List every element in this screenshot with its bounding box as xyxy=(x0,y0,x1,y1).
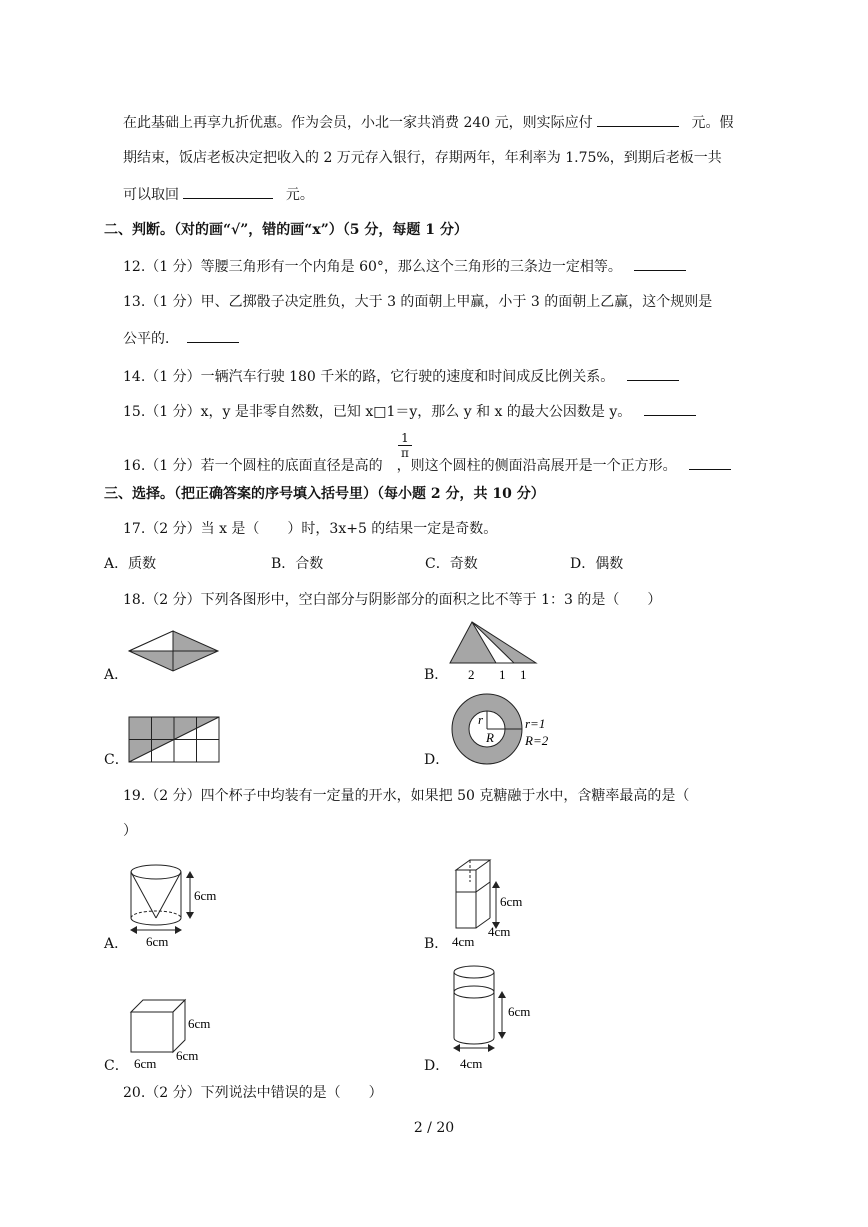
answer-blank[interactable] xyxy=(644,401,696,416)
question-text: ，则这个圆柱的侧面沿高展开是一个正方形。 xyxy=(396,458,677,474)
base-label-1b: 1 xyxy=(520,667,527,682)
question-14 xyxy=(123,366,679,387)
question-13-line-1: 13.（1 分）甲、乙掷骰子决定胜负，大于 3 的面朝上甲赢，小于 3 的面朝上乙赢，这个规则是 xyxy=(123,294,713,310)
question-text: 14.（1 分）一辆汽车行驶 180 千米的路，它行驶的速度和时间成反比例关系。 xyxy=(123,369,615,385)
cube-height-label: 6cm xyxy=(188,1016,211,1031)
option-c-label[interactable]: C． xyxy=(104,1058,129,1074)
intro-text: 元。假 xyxy=(691,115,734,131)
cube-depth-label: 6cm xyxy=(176,1048,199,1063)
cylinder-with-cone-figure xyxy=(126,862,236,954)
answer-blank[interactable] xyxy=(183,184,273,199)
section-3-title: 三、选择。（把正确答案的序号填入括号里）（每小题 2 分，共 10 分） xyxy=(104,486,545,502)
question-19-line-2: ） xyxy=(123,823,137,839)
question-19-line-1: 19.（2 分）四个杯子中均装有一定量的开水，如果把 50 克糖融于水中，含糖率最高的是（ xyxy=(123,788,690,804)
fraction-numerator: 1 xyxy=(398,431,412,446)
question-text: 15.（1 分）x，y 是非零自然数，已知 x□1＝y，那么 y 和 x 的最大公因数是 y。 xyxy=(123,404,632,420)
page-number: 2 / 20 xyxy=(413,1120,455,1136)
answer-blank[interactable] xyxy=(597,112,679,127)
inner-radius-label: r xyxy=(478,712,484,727)
intro-text: 可以取回 xyxy=(123,187,179,203)
question-20: 20.（2 分）下列说法中错误的是（ ） xyxy=(123,1085,383,1101)
outer-radius-label: R xyxy=(486,730,494,745)
answer-blank[interactable] xyxy=(634,256,686,271)
base-label-1a: 1 xyxy=(499,667,506,682)
intro-text: 在此基础上再享九折优惠。作为会员，小北一家共消费 240 元，则实际应付 xyxy=(123,115,593,131)
option-c-label[interactable]: C． xyxy=(104,752,129,768)
cuboid-figure xyxy=(448,856,548,952)
width-label: 4cm xyxy=(452,934,475,949)
question-18: 18.（2 分）下列各图形中，空白部分与阴影部分的面积之比不等于 1：3 的是（ ） xyxy=(123,592,662,608)
option-b[interactable]: B．合数 xyxy=(271,556,324,572)
option-d-label[interactable]: D． xyxy=(424,752,450,768)
option-b-label[interactable]: B． xyxy=(424,667,449,683)
option-d-label[interactable]: D． xyxy=(424,1058,450,1074)
option-c[interactable]: C．奇数 xyxy=(425,556,478,572)
cube-figure xyxy=(126,996,226,1072)
diameter-label: 4cm xyxy=(460,1056,483,1071)
answer-blank[interactable] xyxy=(187,328,239,343)
intro-line-3 xyxy=(123,184,314,205)
radius-value-r: r=1 xyxy=(525,716,546,731)
question-17: 17.（2 分）当 x 是（ ）时，3x+5 的结果一定是奇数。 xyxy=(123,521,498,537)
depth-label: 4cm xyxy=(488,924,511,939)
intro-line-1 xyxy=(123,112,734,133)
base-label-2: 2 xyxy=(468,667,475,682)
option-a-label[interactable]: A． xyxy=(104,936,129,952)
question-15 xyxy=(123,401,696,422)
option-a-label[interactable]: A． xyxy=(104,667,129,683)
annulus-figure xyxy=(450,692,570,766)
triangles-figure xyxy=(446,618,540,682)
grid-rectangle-figure xyxy=(126,714,222,766)
intro-line-2: 期结束，饭店老板决定把收入的 2 万元存入银行，存期两年，年利率为 1.75%，到期后老板一共 xyxy=(123,150,722,166)
option-d[interactable]: D．偶数 xyxy=(570,556,624,572)
answer-blank[interactable] xyxy=(627,366,679,381)
question-text: 16.（1 分）若一个圆柱的底面直径是高的 xyxy=(123,458,383,474)
option-a[interactable]: A．质数 xyxy=(104,556,157,572)
intro-text: 元。 xyxy=(285,187,314,203)
radius-value-R: R=2 xyxy=(525,733,549,748)
diameter-label: 6cm xyxy=(146,934,169,949)
height-label: 6cm xyxy=(194,888,217,903)
option-b-label[interactable]: B． xyxy=(424,936,449,952)
question-13-line-2 xyxy=(123,328,239,349)
water-height-label: 6cm xyxy=(500,894,523,909)
rhombus-figure xyxy=(126,628,222,674)
section-2-title: 二、判断。（对的画“√”，错的画“x”）（5 分，每题 1 分） xyxy=(104,222,468,238)
water-height-label: 6cm xyxy=(508,1004,531,1019)
question-text: 公平的． xyxy=(123,331,179,347)
cube-width-label: 6cm xyxy=(134,1056,157,1071)
question-16 xyxy=(123,455,731,476)
answer-blank[interactable] xyxy=(689,455,731,470)
question-text: 12.（1 分）等腰三角形有一个内角是 60°，那么这个三角形的三条边一定相等。 xyxy=(123,259,622,275)
question-12 xyxy=(123,256,686,277)
fraction-denominator: π xyxy=(401,446,409,460)
cylinder-with-water-figure xyxy=(448,962,548,1074)
